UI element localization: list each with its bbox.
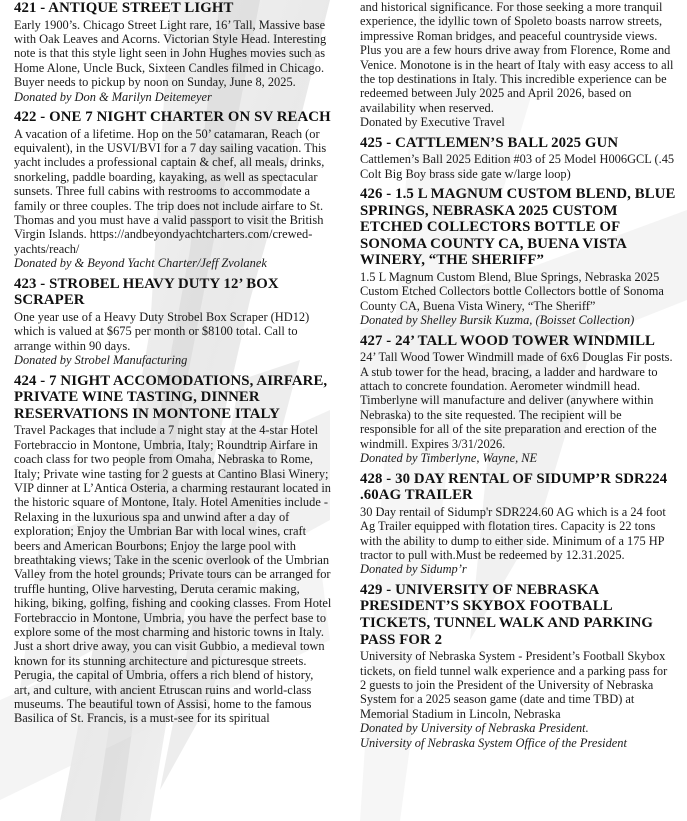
item-description: A vacation of a lifetime. Hop on the 50’ catamaran, Reach (or equivalent), in the USVI/BVI for a 7 day sailing vacation. This yacht includes a professional captain & chef, all meals, drinks, snorkeling, paddle boarding, kayaking, as well as spectacular sunsets. Three full cabins with restrooms to accommodate a family or three couples. The trip does not include airfare to St. Thomas and you must have a valid passport to visit the British Virgin Islands. https://andbeyondyachtcharters.com/crewed-yachts/reach/ — [14, 126, 327, 256]
item-title: 423 - STROBEL HEAVY DUTY 12’ BOX SCRAPER — [14, 275, 279, 309]
auction-item-423 — [14, 276, 332, 368]
item-description: Travel Packages that include a 7 night stay at the 4-star Hotel Fortebraccio in Montone, Umbria, Italy; Roundtrip Airfare in coach class for two people from Omaha, Nebraska to Rome, Italy; Private wine tasting for 2 guests at Cantino Blasi Winery; VIP dinner at L’Antica Osteria, a charming restaurant located in the historic square of Montone, Italy. Hotel Amenities include - Relaxing in the luxurious spa and unwind after a day of exploration; Enjoy the Umbrian Bar with local wines, craft beers and American Bourbons; Enjoy the large pool with breathtaking views; Take in the scenic overlook of the Umbrian Valley from the hotel grounds; Private tours can be arranged for truffle hunting, Olive harvesting, Deruta ceramic making, hiking, biking, golfing, fishing and cooking classes. From Hotel Fortebraccio in Montone, Umbria, you have the perfect base to explore some of the most charming and historic towns in Italy. Just a short drive away, you can visit Gubbio, a medieval town known for its stunning architecture and picturesque streets. Perugia, the capital of Umbria, offers a rich blend of history, art, and culture, with ancient Etruscan ruins and world-class museums. The beautiful town of Assisi, home to the famous Basilica of St. Francis, is a must-see for its spiritual — [14, 423, 332, 726]
right-column — [360, 0, 676, 755]
item-description: University of Nebraska System - President’s Football Skybox tickets, on field tunnel walk experience and a parking pass for 2 guests to join the President of the University of Nebraska System for a 2025 season game (date and time TBD) at Memorial Stadium in Lincoln, Nebraska — [360, 649, 668, 721]
item-donor: Donated by & Beyond Yacht Charter/Jeff Zvolanek — [14, 256, 267, 271]
auction-item-421 — [14, 0, 332, 104]
auction-item-428 — [360, 471, 676, 577]
item-description: Cattlemen’s Ball 2025 Edition #03 of 25 Model H006GCL (.45 Colt Big Boy brass side gate w/large loop) — [360, 152, 675, 181]
item-title: 427 - 24’ TALL WOOD TOWER WINDMILL — [360, 332, 656, 349]
item-title: 424 - 7 NIGHT ACCOMODATIONS, AIRFARE, PRIVATE WINE TASTING, DINNER RESERVATIONS IN MONTONE ITALY — [14, 372, 328, 422]
item-description: 30 Day rentail of Sidump'r SDR224.60 AG which is a 24 foot Ag Trailer equipped with flotation tires. Capacity is 22 tons with the ability to dump to either side. Minimum of a 175 HP tractor to pull with.Must be redeemed by 12.31.2025. — [360, 504, 666, 562]
item-donor: Donated by Sidump’r — [360, 562, 467, 577]
item-title: 422 - ONE 7 NIGHT CHARTER ON SV REACH — [14, 109, 331, 126]
item-title: 428 - 30 DAY RENTAL OF SIDUMP’R SDR224 .60AG TRAILER — [360, 470, 668, 504]
auction-item-429 — [360, 582, 676, 750]
item-title: 421 - ANTIQUE STREET LIGHT — [14, 0, 234, 16]
auction-item-422 — [14, 109, 332, 271]
auction-item-424 — [14, 373, 332, 726]
auction-item-427 — [360, 333, 676, 466]
item-donor: Donated by Timberlyne, Wayne, NE — [360, 451, 538, 466]
item-description: Early 1900’s. Chicago Street Light rare, 16’ Tall, Massive base with Oak Leaves and Acorns. Victorian Style Head. Interesting note is that this style light seen in John Hughes movies such as Home Alone, Uncle Buck, Sixteen Candles filmed in Chicago. Buyer needs to pickup by noon on Sunday, June 8, 2025. — [14, 17, 327, 90]
item-donor: Donated by Don & Marilyn Deitemeyer — [14, 89, 212, 104]
item-donor: Donated by Strobel Manufacturing — [14, 353, 188, 368]
item-description: 24’ Tall Wood Tower Windmill made of 6x6 Douglas Fir posts. A stub tower for the head, bracing, a ladder and hardware to attach to concrete foundation. Aerometer windmill head. Timberlyne will manufacture and deliver (anywhere within Nebraska) to the site requested. The recipient will be responsible for all of the site preparation and erection of the windmill. Expires 3/31/2026. — [360, 350, 673, 451]
item-description: One year use of a Heavy Duty Strobel Box Scraper (HD12) which is valued at $675 per month or $8100 total. Call to arrange within 90 days. — [14, 309, 310, 353]
auction-item-426 — [360, 186, 676, 328]
item-donor: Donated by Shelley Bursik Kuzma, (Boisset Collection) — [360, 313, 635, 328]
item-donor: Donated by Executive Travel — [360, 115, 505, 130]
item-title: 426 - 1.5 L MAGNUM CUSTOM BLEND, BLUE SPRINGS, NEBRASKA 2025 CUSTOM ETCHED COLLECTORS BOTTLE OF SONOMA COUNTY CA, BUENA VISTA WINERY, “THE SHERIFF” — [360, 186, 676, 269]
item-donor-line-2: University of Nebraska System Office of the President — [360, 735, 627, 750]
item-title: 429 - UNIVERSITY OF NEBRASKA PRESIDENT’S SKYBOX FOOTBALL TICKETS, TUNNEL WALK AND PARKING PASS FOR 2 — [360, 581, 654, 648]
left-column — [14, 0, 332, 731]
item-description: 1.5 L Magnum Custom Blend, Blue Springs, Nebraska 2025 Custom Etched Collectors bottle Collectors bottle of Sonoma County CA, Buena Vista Winery, “The Sheriff” — [360, 270, 664, 313]
auction-item-425 — [360, 135, 676, 181]
item-title: 425 - CATTLEMEN’S BALL 2025 GUN — [360, 134, 619, 151]
item-donor: Donated by University of Nebraska President. — [360, 721, 589, 736]
item-description-continued: and historical significance. For those seeking a more tranquil experience, the idyllic town of Spoleto boasts narrow streets, impressive Roman bridges, and peaceful countryside views. Plus you are a few hours drive away from Florence, Rome and Venice. Monotone is in the heart of Italy with easy access to all the top destinations in Italy. This incredible experience can be redeemed between July 2025 and April 2026, based on availability when reserved. — [360, 0, 674, 115]
auction-item-424-continued — [360, 0, 676, 130]
